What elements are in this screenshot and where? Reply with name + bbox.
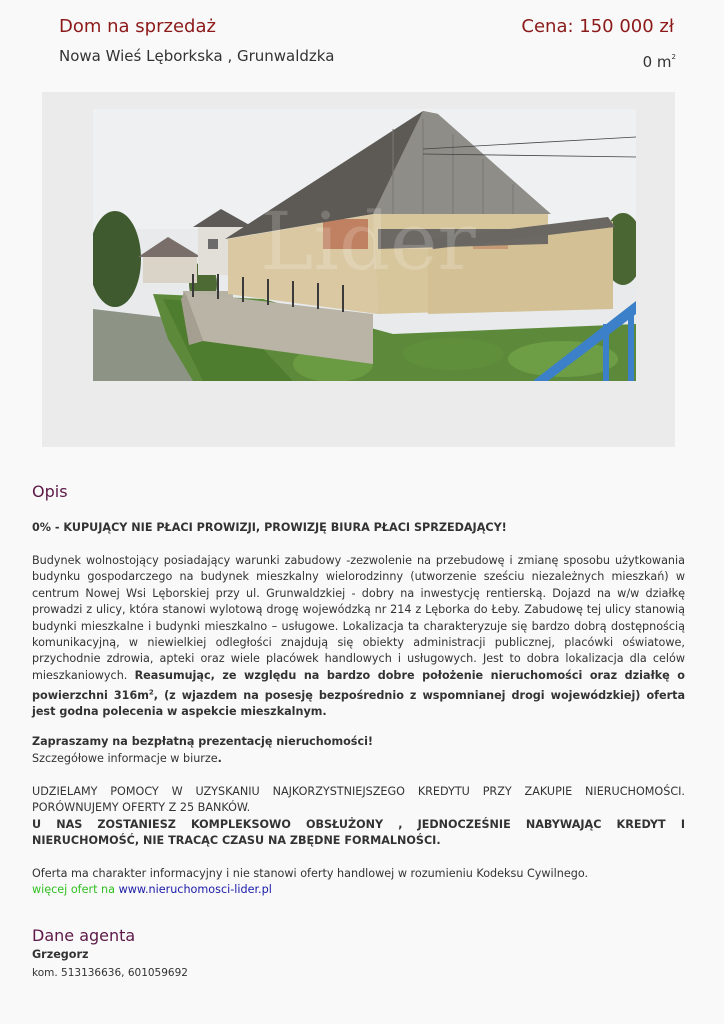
description-text: [32, 553, 685, 721]
listing-location: Nowa Wieś Lęborkska , Grunwaldzka: [59, 47, 335, 65]
listing-price: Cena: 150 000 zł: [521, 16, 674, 37]
office-details-dot: .: [217, 752, 222, 765]
more-offers-line: [32, 882, 685, 898]
summary-superscript: 2: [148, 688, 154, 697]
agent-heading: Dane agenta: [32, 926, 136, 945]
listing-title: Dom na sprzedaż: [59, 16, 216, 37]
more-offers-label: więcej ofert na: [32, 883, 119, 896]
summary-part-2: , (z wjazdem na posesję bezpośrednio z wspomnianej drogi wojewódzkiej) oferta jest godna polecenia w aspekcie mieszkalnym.: [32, 688, 686, 719]
summary-part-1: Reasumując, ze względu na bardzo dobre położenie nieruchomości oraz działkę o powierzchni 316m: [32, 668, 685, 702]
area-unit-superscript: 2: [671, 53, 676, 61]
listing-area: [643, 53, 676, 71]
property-photo[interactable]: [93, 109, 636, 381]
no-commission-notice: 0% - KUPUJĄCY NIE PŁACI PROWIZJI, PROWIZJĘ BIURA PŁACI SPRZEDAJĄCY!: [32, 521, 507, 534]
description-heading: Opis: [32, 482, 68, 501]
area-value: 0 m: [642, 53, 672, 71]
property-photo-image: [93, 109, 636, 381]
description-summary: [32, 669, 685, 719]
full-service-notice: U NAS ZOSTANIESZ KOMPLEKSOWO OBSŁUŻONY , JEDNOCZEŚNIE NABYWAJĄC KREDYT I NIERUCHOMOŚĆ, NIE TRACĄC CZASU NA ZBĘDNE FORMALNOŚCI.: [32, 818, 685, 848]
offer-disclaimer: Oferta ma charakter informacyjny i nie stanowi oferty handlowej w rozumieniu Kodeksu Cywilnego.: [32, 867, 589, 880]
agent-phone: kom. 513136636, 601059692: [32, 967, 188, 979]
photo-watermark: Lider: [260, 195, 476, 288]
presentation-invite: Zapraszamy na bezpłatną prezentację nieruchomości!: [32, 735, 374, 748]
description-body: Budynek wolnostojący posiadający warunki zabudowy -zezwolenie na przebudowę i zmianę sposobu użytkowania budynku gospodarczego na budynek mieszkalny wielorodzinny (utworzenie sześciu niezależnych mieszkań) w centrum Nowej Wsi Lęborskiej przy ul. Grunwaldzkiej - dobry na inwestycję rentierską. Dojazd na w/w działkę prowadzi z ulicy, która stanowi wylotową drogę wojewódzką nr 214 z Lęborka do Łeby. Zabudowę tej ulicy stanowią budynki mieszkalne i budynki mieszkalno – usługowe. Lokalizacja ta charakteryzuje się bardzo dobrą dostępnością komunikacyjną, w niewielkiej odległości znajdują się obiekty administracji publicznej, placówki oświatowe, przychodnie zdrowia, apteki oraz wiele placówek handlowych i usługowych. Jest to dobra lokalizacja dla celów mieszkaniowych.: [32, 554, 685, 682]
office-details-note: [32, 751, 685, 767]
office-details-text: Szczegółowe informacje w biurze: [32, 752, 218, 765]
more-offers-link[interactable]: www.nieruchomosci-lider.pl: [118, 883, 272, 896]
agent-name: Grzegorz: [32, 948, 89, 961]
credit-help-notice: UDZIELAMY POMOCY W UZYSKANIU NAJKORZYSTNIEJSZEGO KREDYTU PRZY ZAKUPIE NIERUCHOMOŚCI. PORÓWNUJEMY OFERTY Z 25 BANKÓW.: [32, 785, 685, 815]
photo-frame: [42, 92, 675, 447]
